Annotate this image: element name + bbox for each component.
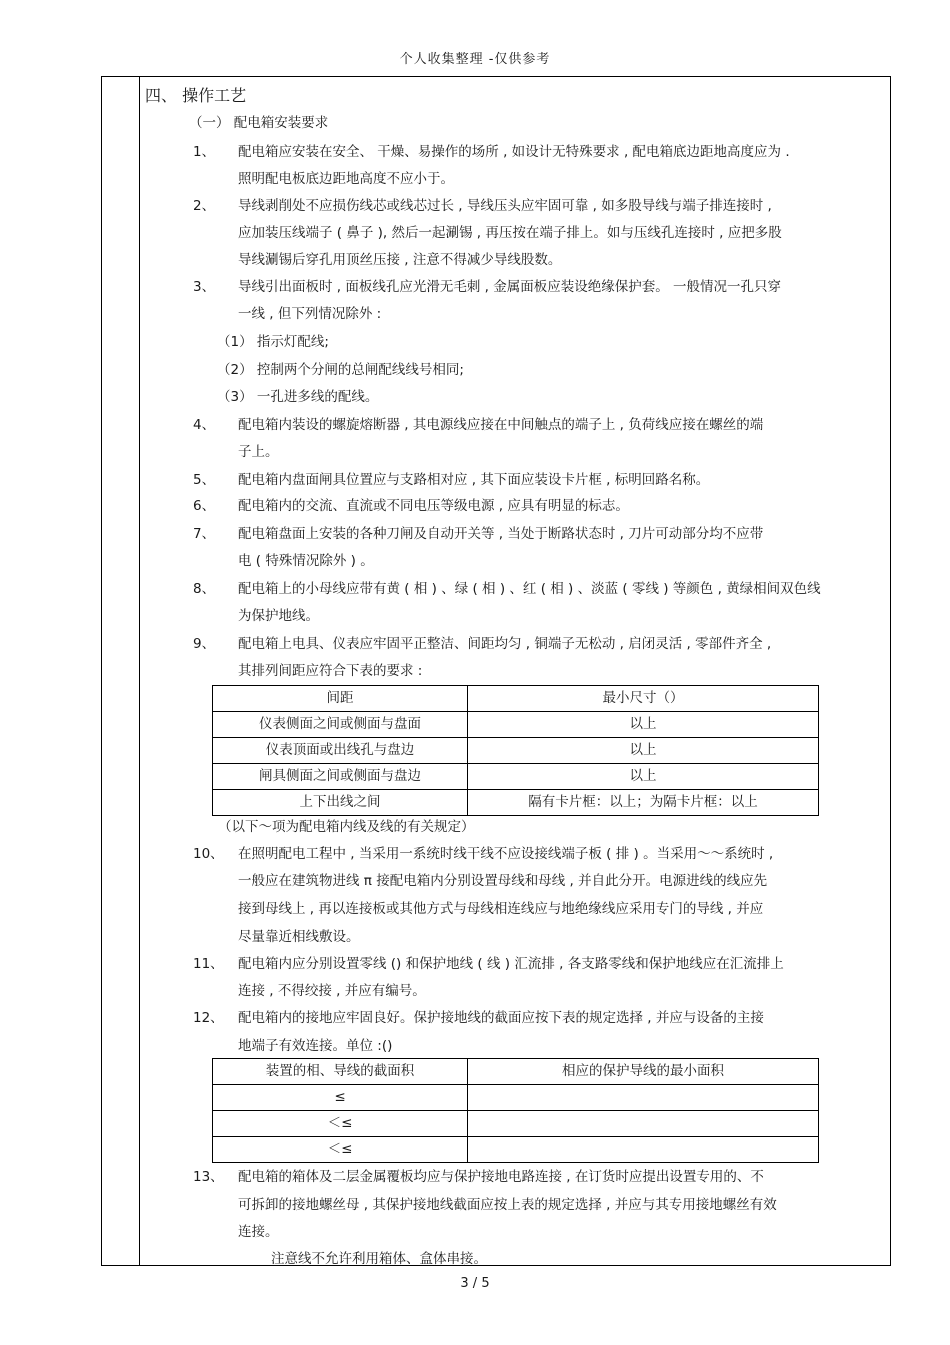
table-header-cell: 相应的保护导线的最小面积 xyxy=(468,1059,819,1085)
item-number: 7、 xyxy=(193,526,216,542)
table-header-row xyxy=(213,1059,819,1085)
item-number: 4、 xyxy=(193,417,216,433)
item-line: 导线涮锡后穿孔用顶丝压接 , 注意不得减少导线股数。 xyxy=(238,252,562,268)
table-cell: ＜≤ xyxy=(213,1111,468,1137)
item-line: 配电箱内的接地应牢固良好。保护接地线的截面应按下表的规定选择 , 并应与设备的主接 xyxy=(238,1010,764,1026)
section-title: 四、 操作工艺 xyxy=(145,86,247,105)
item-line: 尽量靠近相线敷设。 xyxy=(238,929,360,945)
item-line: 配电箱上的小母线应带有黄 ( 相 ) 、绿 ( 相 ) 、红 ( 相 ) 、淡蓝 ( 零线 ) 等颜色 , 黄绿相间双色线 xyxy=(238,581,821,597)
item-line: 导线引出面板时 , 面板线孔应光滑无毛刺 , 金属面板应装设绝缘保护套。 一般情况一孔只穿 xyxy=(238,279,782,295)
item-line: 接到母线上 , 再以连接板或其他方式与母线相连线应与地绝缘线应采用专门的导线 , 并应 xyxy=(238,901,764,917)
table-cell: 仪表顶面或出线孔与盘边 xyxy=(213,738,468,764)
conductor-table xyxy=(212,1058,819,1163)
item-line: 导线剥削处不应损伤线芯或线芯过长 , 导线压头应牢固可靠 , 如多股导线与端子排连接时 , xyxy=(238,198,772,214)
item-line: 地端子有效连接。单位 :() xyxy=(238,1038,393,1054)
item-number: 13、 xyxy=(193,1169,224,1185)
item-number: 10、 xyxy=(193,846,224,862)
table-cell xyxy=(468,1111,819,1137)
table-header-cell: 最小尺寸（） xyxy=(468,686,819,712)
table-cell xyxy=(468,1085,819,1111)
table-note: （以下～项为配电箱内线及线的有关规定） xyxy=(218,819,475,835)
sub-item: （3） 一孔进多线的配线。 xyxy=(217,389,379,405)
subsection-title: （一） 配电箱安装要求 xyxy=(189,115,329,131)
item-line: 电 ( 特殊情况除外 ) 。 xyxy=(238,553,374,569)
item-line: 应加装压线端子 ( 鼻子 ), 然后一起涮锡 , 再压按在端子排上。如与压线孔连接时 , 应把多股 xyxy=(238,225,782,241)
sub-item: （1） 指示灯配线; xyxy=(217,334,329,350)
final-note: 注意线不允许利用箱体、盒体串接。 xyxy=(271,1251,487,1267)
table-header-row xyxy=(213,686,819,712)
item-line: 其排列间距应符合下表的要求 : xyxy=(238,663,423,679)
item-line: 配电箱上电具、仪表应牢固平正整洁、间距均匀 , 铜端子无松动 , 启闭灵活 , 零部件齐全 , xyxy=(238,636,772,652)
item-line: 配电箱盘面上安装的各种刀闸及自动开关等 , 当处于断路状态时 , 刀片可动部分均不应带 xyxy=(238,526,764,542)
table-row xyxy=(213,1111,819,1137)
table-cell: ＜≤ xyxy=(213,1137,468,1163)
item-line: 配电箱内应分别设置零线 () 和保护地线 ( 线 ) 汇流排 , 各支路零线和保护地线应在汇流排上 xyxy=(238,956,784,972)
item-number: 1、 xyxy=(193,144,216,160)
sub-item: （2） 控制两个分闸的总闸配线线号相同; xyxy=(217,362,464,378)
item-line: 连接。 xyxy=(238,1224,279,1240)
table-row xyxy=(213,790,819,816)
item-number: 3、 xyxy=(193,279,216,295)
item-number: 8、 xyxy=(193,581,216,597)
table-cell: 上下出线之间 xyxy=(213,790,468,816)
table-row xyxy=(213,1085,819,1111)
item-number: 12、 xyxy=(193,1010,224,1026)
item-number: 11、 xyxy=(193,956,224,972)
item-line: 配电箱内装设的螺旋熔断器 , 其电源线应接在中间触点的端子上 , 负荷线应接在螺丝的端 xyxy=(238,417,764,433)
column-divider xyxy=(139,77,140,1265)
table-cell: ≤ xyxy=(213,1085,468,1111)
item-line: 子上。 xyxy=(238,444,279,460)
table-header-cell: 间距 xyxy=(213,686,468,712)
item-number: 6、 xyxy=(193,498,216,514)
table-cell xyxy=(468,1137,819,1163)
item-line: 可拆卸的接地螺丝母 , 其保护接地线截面应按上表的规定选择 , 并应与其专用接地螺丝有效 xyxy=(238,1197,777,1213)
table-header-cell: 装置的相、导线的截面积 xyxy=(213,1059,468,1085)
table-row xyxy=(213,764,819,790)
item-line: 为保护地线。 xyxy=(238,608,319,624)
table-cell: 隔有卡片框：以上；为隔卡片框：以上 xyxy=(468,790,819,816)
spacing-table xyxy=(212,685,819,816)
item-line: 一般应在建筑物进线 π 接配电箱内分别设置母线和母线 , 并自此分开。电源进线的线应先 xyxy=(238,873,768,889)
item-line: 配电箱内盘面闸具位置应与支路相对应 , 其下面应装设卡片框 , 标明回路名称。 xyxy=(238,472,710,488)
table-cell: 以上 xyxy=(468,738,819,764)
item-line: 在照明配电工程中 , 当采用一系统时线干线不应设接线端子板 ( 排 ) 。当采用～～系统时 , xyxy=(238,846,774,862)
table-row xyxy=(213,712,819,738)
table-row xyxy=(213,1137,819,1163)
item-number: 2、 xyxy=(193,198,216,214)
item-line: 配电箱内的交流、直流或不同电压等级电源 , 应具有明显的标志。 xyxy=(238,498,629,514)
item-line: 连接 , 不得绞接 , 并应有编号。 xyxy=(238,983,426,999)
page-header: 个人收集整理 -仅供参考 xyxy=(399,52,551,67)
table-cell: 以上 xyxy=(468,712,819,738)
item-number: 9、 xyxy=(193,636,216,652)
item-line: 照明配电板底边距地高度不应小于。 xyxy=(238,171,454,187)
page-number: 3 / 5 xyxy=(460,1276,490,1291)
item-line: 一线 , 但下列情况除外 : xyxy=(238,306,382,322)
table-cell: 仪表侧面之间或侧面与盘面 xyxy=(213,712,468,738)
item-line: 配电箱的箱体及二层金属覆板均应与保护接地电路连接 , 在订货时应提出设置专用的、不 xyxy=(238,1169,764,1185)
table-row xyxy=(213,738,819,764)
item-line: 配电箱应安装在安全、 干燥、易操作的场所 , 如设计无特殊要求 , 配电箱底边距地高度应为 . xyxy=(238,144,790,160)
table-cell: 闸具侧面之间或侧面与盘边 xyxy=(213,764,468,790)
table-cell: 以上 xyxy=(468,764,819,790)
item-number: 5、 xyxy=(193,472,216,488)
